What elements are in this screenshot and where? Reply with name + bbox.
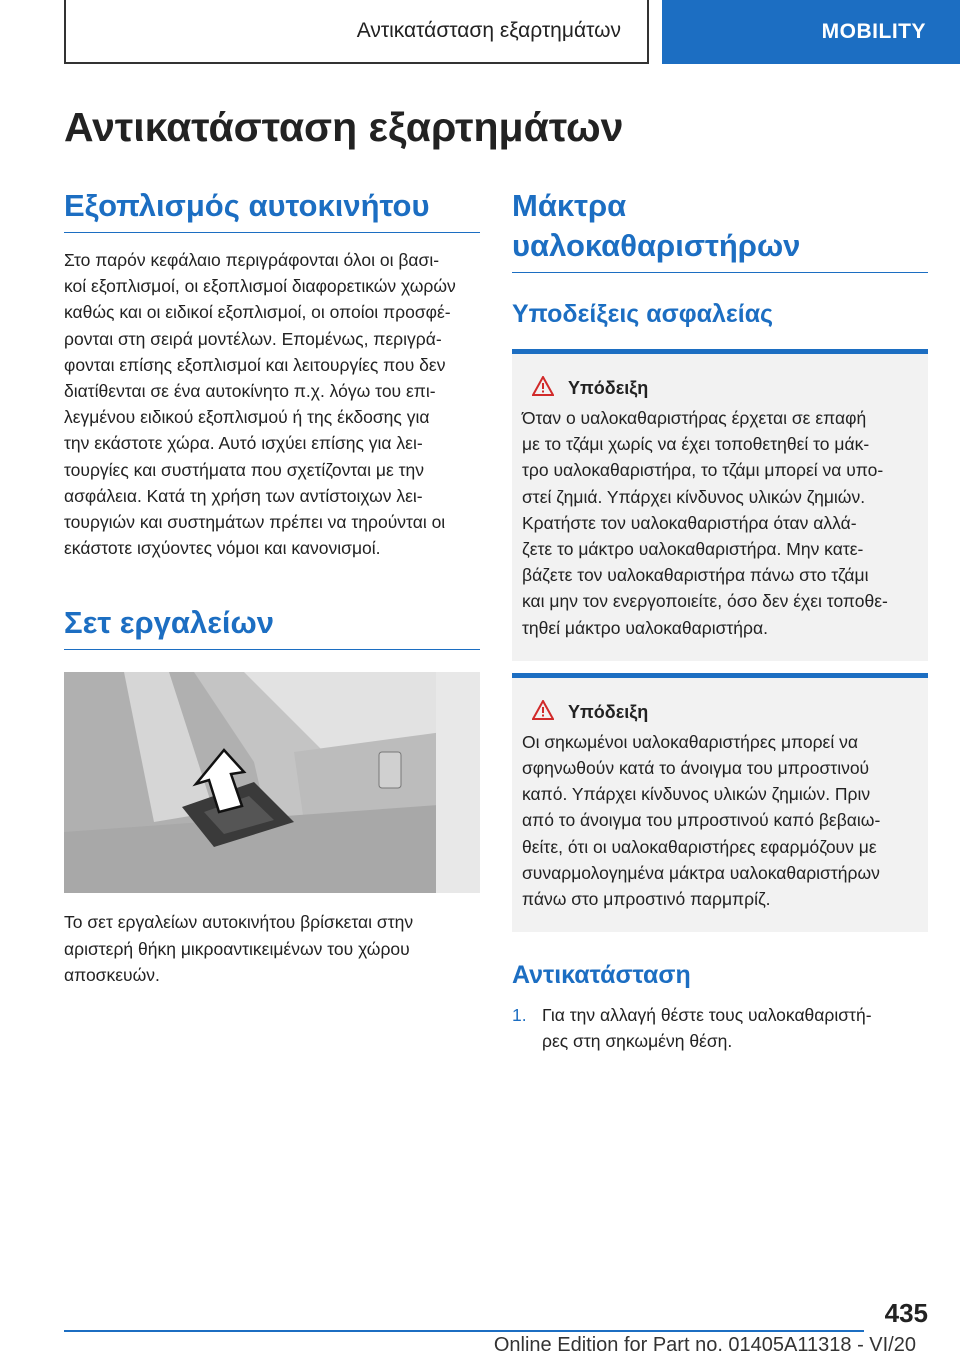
warning-triangle-icon [532,700,554,725]
step-number: 1. [512,1005,527,1026]
right-column [512,186,928,1055]
note-title: Υπόδειξη [568,701,649,722]
note-title: Υπόδειξη [568,378,649,398]
luggage-compartment-illustration [64,672,480,893]
toolkit-caption: Το σετ εργαλείων αυτοκινήτου βρίσκεται στην αριστερή θήκη μικροαντικειμένων του χώρου αποσκευών. [64,912,414,985]
toolkit-heading: Σετ εργαλείων [64,603,480,650]
chapter-label: MOBILITY [821,20,926,43]
page-title: Αντικατάσταση εξαρτημάτων [64,104,624,150]
note-box [512,673,928,932]
page-number: 435 [884,1298,928,1328]
safety-heading: Υποδείξεις ασφαλείας [512,300,774,328]
step-item [512,1002,928,1054]
wipers-heading: Μάκτρα υαλοκαθαριστήρων [512,186,928,273]
note-header [522,376,918,401]
note-box [512,349,928,661]
footer-divider [64,1330,864,1332]
running-header-title: Αντικατάσταση εξαρτημάτων [356,19,621,42]
equipment-heading: Εξοπλισμός αυτοκινήτου [64,186,480,233]
left-column [64,186,480,988]
running-header [64,0,649,64]
edition-footer: Online Edition for Part no. 01405A11318 - VI/20 [493,1334,916,1356]
replacement-heading: Αντικατάσταση [512,961,691,990]
note-text: Όταν ο υαλοκαθαριστήρας έρχεται σε επαφή με το τζάμι χωρίς να έχει τοποθετηθεί το μάκ- τρο υαλοκαθαριστήρα, το τζάμι μπορεί να υπο- στεί ζημιά. Υπάρχει κίνδυνος υλικών ζημιών. Κρατήστε τον υαλοκαθαριστήρα όταν αλλά- ζετε το μάκτρο υαλοκαθαριστήρα. Μην κατε- βάζετε τον υαλοκαθαριστήρα πάνω στο τζάμι και μην τον ενεργοποιείτε, όσο δεν έχει τοποθε- τηθεί μάκτρο υαλοκαθαριστήρα. [522,408,888,638]
warning-triangle-icon [532,376,554,401]
step-text: Για την αλλαγή θέστε τους υαλοκαθαριστή- ρες στη σηκωμένη θέση. [542,1005,872,1052]
note-header [522,700,918,725]
toolkit-photo [64,672,480,893]
chapter-tab [662,0,960,64]
equipment-text: Στο παρόν κεφάλαιο περιγράφονται όλοι οι βασι- κοί εξοπλισμοί, οι εξοπλισμοί διαφορετικών χωρών καθώς και οι ειδικοί εξοπλισμοί, οι οποίοι προσφέ- ρονται στη σειρά μοντέλων. Επομένως, περιγρά- φονται επίσης εξοπλισμοί και λειτουργίες που δεν διατίθενται σε ένα αυτοκίνητο π.χ. λόγω του επι- λεγμένου ειδικού εξοπλισμού ή της έκδοσης για την εκάστοτε χώρα. Αυτό ισχύει επίσης για λει- τουργίες και συστήματα που σχετίζονται με την ασφάλεια. Κατά τη χρήση των αντίστοιχων λει- τουργιών και συστημάτων πρέπει να τηρούνται οι εκάστοτε ισχύοντες νόμοι και κανονισμοί. [64,250,456,559]
note-text: Οι σηκωμένοι υαλοκαθαριστήρες μπορεί να σφηνωθούν κατά το άνοιγμα του μπροστινού καπό. Υπάρχει κίνδυνος υλικών ζημιών. Πριν από το άνοιγμα του μπροστινού καπό βεβαιω- θείτε, ότι οι υαλοκαθαριστήρες εφαρμόζουν με συναρμολογημένα μάκτρα υαλοκαθαριστήρων πάνω στο μπροστινό παρμπρίζ. [522,731,881,910]
